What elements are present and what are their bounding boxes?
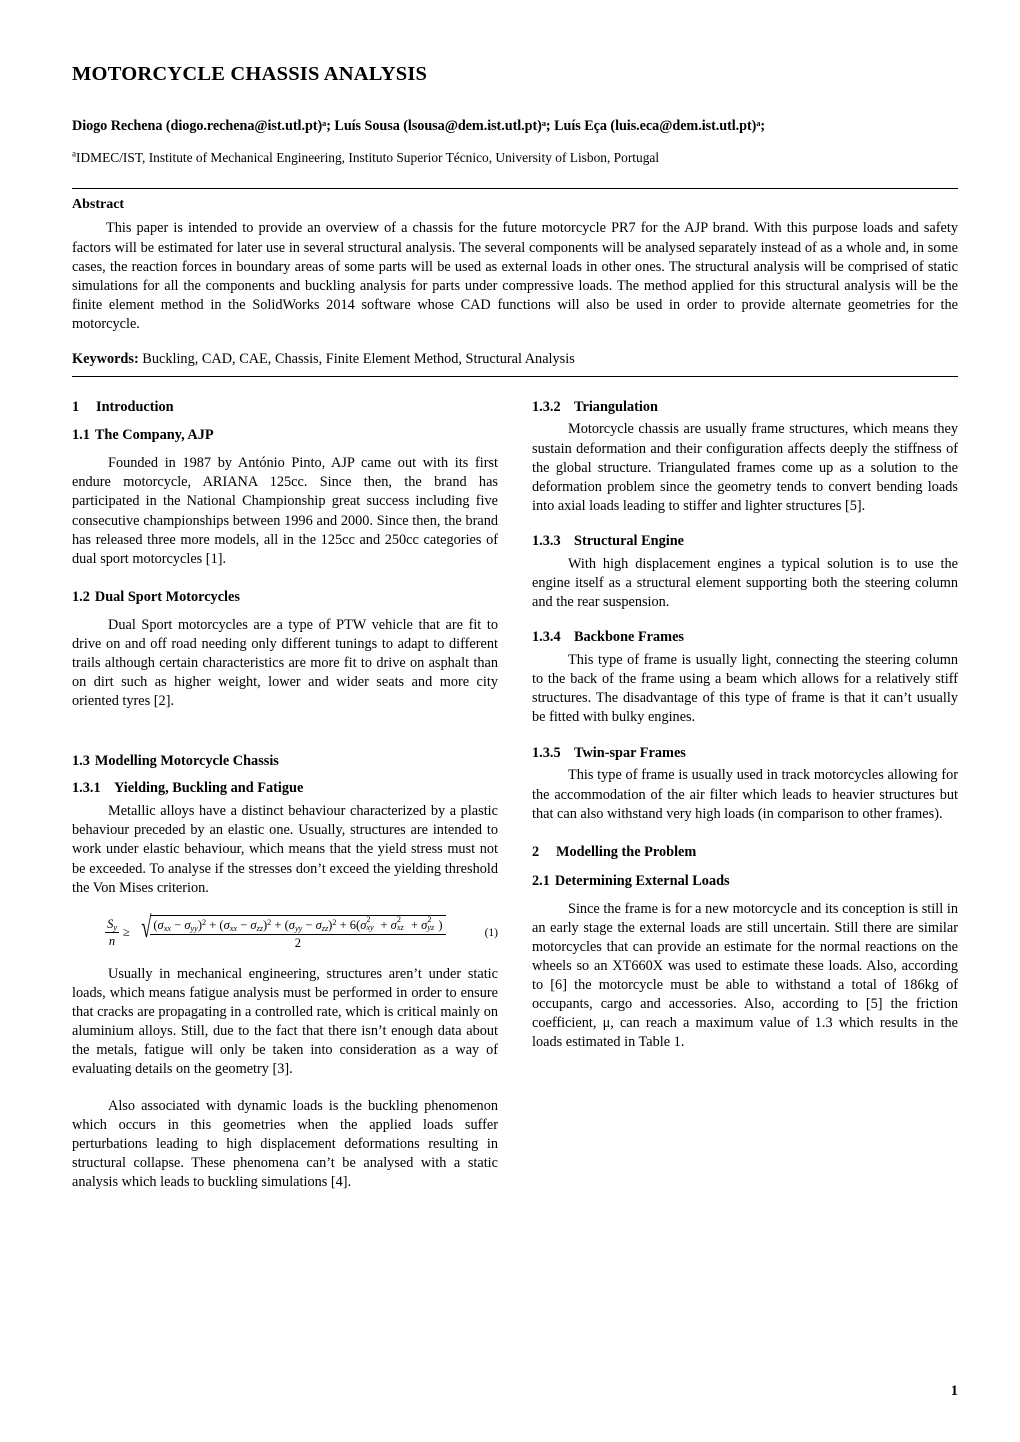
left-column <box>72 399 498 1213</box>
keywords-label: Keywords: <box>72 350 139 367</box>
paragraph-external-loads: Since the frame is for a new motorcycle and its conception is still in an early stage the external loads are still uncertain. Still there are similar motorcycles that can provide an estimate for the normal reactions on the wheels so an XT660X was used to estimate these loads. Also, according to [6] the motorcycle must be able to withstand a total of 186kg of occupants, cargo and accessories. Also, according to [5] the friction coefficient, μ, can reach a maximum value of 1.3 which results in the loads estimated in Table 1. <box>532 900 958 1051</box>
section-title-1: Introduction <box>96 398 174 415</box>
two-column-body <box>72 399 958 1213</box>
equation-lhs-denominator: n <box>108 934 116 949</box>
section-heading-1-3-2 <box>532 399 958 417</box>
equation-numerator: $(\sigma_{xx} - \sigma_{yy})^2 + (\sigma_{xx} - \sigma_{zz})^2 + (\sigma_{yy} - \sigma_{zz})^2 + 6(\sigma$ 2 xy + σ 2 xz + σ 2 yz ) <box>150 917 445 935</box>
section-number-1-3-4: 1.3.4 <box>532 629 561 646</box>
section-heading-2 <box>532 844 958 862</box>
section-number-1-3: 1.3 <box>72 753 90 770</box>
affiliation-marker: a <box>72 148 77 159</box>
equation-relation: ≥ <box>123 925 130 940</box>
section-heading-1-2 <box>72 589 498 607</box>
paragraph-dual-sport: Dual Sport motorcycles are a type of PTW vehicle that are fit to drive on and off road needing only different tunings to adapt to different trails although certain characteristics are more fit to drive on asphalt than on dirt such as higher weight, lower and wider seats and more city oriented tyres [2]. <box>72 616 498 710</box>
section-heading-1-3-5 <box>532 745 958 763</box>
section-number-1-1: 1.1 <box>72 427 90 444</box>
section-number-1-3-3: 1.3.3 <box>532 533 561 549</box>
section-number-2-1: 2.1 <box>532 872 550 889</box>
section-title-1-3-5: Twin-spar Frames <box>574 744 686 761</box>
equation-1 <box>72 910 498 951</box>
paragraph-structural-engine: With high displacement engines a typical solution is to use the engine itself as a structural element supporting both the steering column and the rear suspension. <box>532 555 958 611</box>
section-number-2: 2 <box>532 843 540 860</box>
section-number-1-3-5: 1.3.5 <box>532 744 561 761</box>
header-divider <box>72 188 958 189</box>
paragraph-fatigue: Usually in mechanical engineering, structures aren’t under static loads, which means fatigue analysis must be performed in order to ensure that cracks are propagating in a controlled rate, which is critical mainly on aluminium alloys. Still, due to the fact that there isn’t enough data about the metals, fatigue will only be taken into consideration as a way of evaluating details on the geometry [3]. <box>72 965 498 1078</box>
abstract-heading: Abstract <box>72 197 125 213</box>
section-heading-2-1 <box>532 873 958 891</box>
section-heading-1 <box>72 399 498 417</box>
equation-radicand <box>150 915 445 951</box>
paragraph-triangulation: Motorcycle chassis are usually frame structures, which means they sustain deformation and their configuration affects deeply the stiffness of the global structure. Triangulated frames come up as a solution to the deformation problem since the geometry tends to convert bending loads into axial loads leading to stiffer and lighter structures [5]. <box>532 421 958 514</box>
page-number: 1 <box>950 1383 958 1399</box>
section-heading-1-3-1 <box>72 780 498 798</box>
section-number-1: 1 <box>72 398 80 415</box>
section-heading-1-3-4 <box>532 629 958 647</box>
keywords-divider <box>72 376 958 377</box>
section-number-1-2: 1.2 <box>72 588 90 605</box>
equation-lhs-numerator: $S_y$ <box>107 916 117 932</box>
paragraph-yielding: Metallic alloys have a distinct behaviour characterized by a plastic behaviour preceded by an elastic one. Usually, structures are intended to work under elastic behaviour, which means that the yield stress must not be exceeded. To analyse if the stresses don’t exceed the yielding threshold the Von Mises criterion. <box>72 803 498 896</box>
author-list: Diogo Rechena (diogo.rechena@ist.utl.pt)ᵃ; Luís Sousa (lsousa@dem.ist.utl.pt)ᵃ; Luís Eça (luis.eca@dem.ist.utl.pt)ᵃ; <box>72 117 766 134</box>
equation-number: (1) <box>484 926 498 939</box>
keywords-list: Buckling, CAD, CAE, Chassis, Finite Element Method, Structural Analysis <box>142 350 575 367</box>
section-title-1-1: The Company, AJP <box>94 427 214 444</box>
page-title: MOTORCYCLE CHASSIS ANALYSIS <box>72 63 428 85</box>
section-heading-1-1 <box>72 427 498 445</box>
paragraph-company-ajp: Founded in 1987 by António Pinto, AJP came out with its first endure motorcycle, ARIANA 125cc. Since then, the brand has participated in the National Championship great success including five consecutive championships between 1996 and 2000. Since then, the brand has released three more models, all in the 125cc and 250cc categories of dual sport motorcycles [1]. <box>72 455 498 567</box>
equation-denominator: 2 <box>294 935 302 950</box>
section-heading-1-3-3 <box>532 533 958 551</box>
section-title-2: Modelling the Problem <box>556 843 697 860</box>
section-title-1-3-3: Structural Engine <box>574 533 685 549</box>
section-title-1-3-4: Backbone Frames <box>574 629 684 646</box>
section-title-1-2: Dual Sport Motorcycles <box>94 588 240 605</box>
section-spacer <box>72 731 498 753</box>
affiliation-text: IDMEC/IST, Institute of Mechanical Engineering, Instituto Superior Técnico, University of Lisbon, Portugal <box>76 150 660 166</box>
section-number-1-3-1: 1.3.1 <box>72 780 101 797</box>
affiliation-line <box>72 149 958 166</box>
equation-1-expression <box>72 910 479 951</box>
paragraph-backbone-frames: This type of frame is usually light, connecting the steering column to the back of the frame using a beam which allows for a relatively stiff structures. The disadvantage of this type of frame is that it can’t usually be fitted with bulky engines. <box>532 652 958 726</box>
keywords-line <box>72 350 958 369</box>
section-title-1-3-2: Triangulation <box>574 398 658 415</box>
section-title-1-3: Modelling Motorcycle Chassis <box>94 753 279 770</box>
section-title-2-1: Determining External Loads <box>554 872 730 889</box>
section-number-1-3-2: 1.3.2 <box>532 398 561 415</box>
radical-icon: √ <box>141 910 152 944</box>
paragraph-buckling: Also associated with dynamic loads is the buckling phenomenon which occurs in this geometries when the applied loads suffer perturbations leading to high displacement deformations resulting in structural collapse. These phenomena can’t be analysed with a static analysis which leads to buckling simulations [4]. <box>72 1097 498 1191</box>
right-column <box>532 399 958 1073</box>
equation-square-root <box>135 910 446 951</box>
equation-lhs-fraction <box>105 917 119 949</box>
abstract-body: This paper is intended to provide an overview of a chassis for the future motorcycle PR7 for the AJP brand. With this purpose loads and safety factors will be estimated for later use in several structural analysis. The several components will be analysed separately instead of as a whole and, in some cases, the reaction forces in boundary areas of some parts will be used as external loads in other ones. The structural analysis will be comprised of static simulations for all the components and buckling analysis for parts under compressive loads. The method applied for this structural analysis will be the finite element method in the SolidWorks 2014 software whose CAD functions will also be used in order to provide alternate geometries for the motorcycle. <box>72 220 958 332</box>
paragraph-twin-spar: This type of frame is usually used in track motorcycles allowing for the accommodation of the air filter which leads to heavier structures but that can also withstand very high loads (in comparison to other frames). <box>532 767 958 822</box>
section-title-1-3-1: Yielding, Buckling and Fatigue <box>114 780 304 797</box>
section-heading-1-3 <box>72 753 498 771</box>
